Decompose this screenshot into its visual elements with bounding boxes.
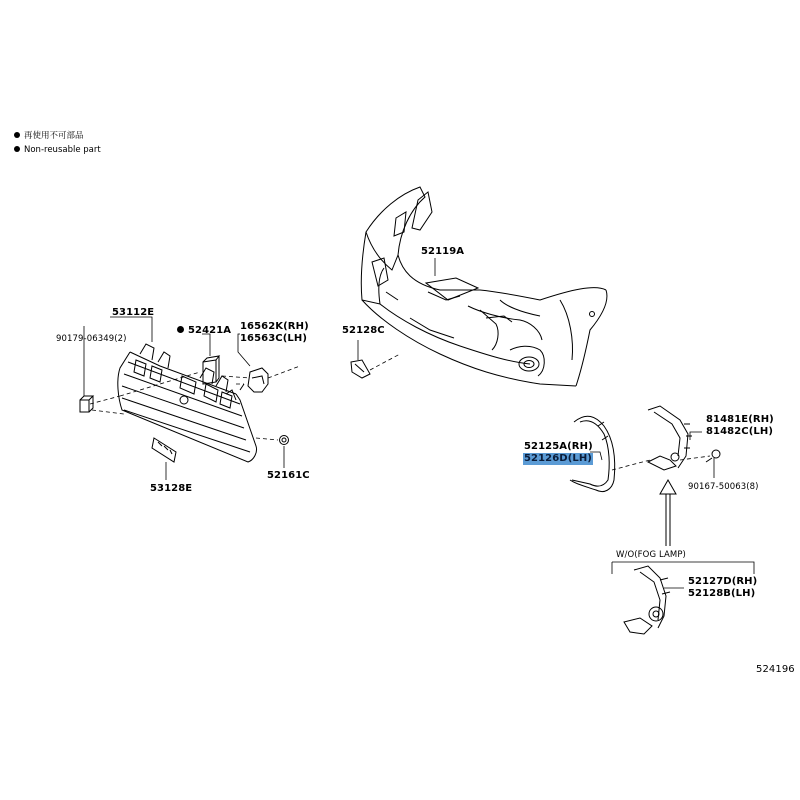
clip-52161C-drawing: [280, 436, 289, 445]
piece-52128C-drawing: [351, 360, 370, 378]
part-label-52128C[interactable]: 52128C: [342, 325, 385, 336]
part-label-52119A[interactable]: 52119A: [421, 246, 465, 257]
part-label-52127D[interactable]: 52127D(RH): [688, 576, 758, 587]
part-label-52128B[interactable]: 52128B(LH): [688, 588, 756, 599]
grille-drawing: [118, 344, 257, 462]
dot-icon: [177, 326, 184, 333]
part-label-90179[interactable]: 90179-06349(2): [56, 334, 127, 344]
part-label-52421A[interactable]: 52421A: [188, 325, 232, 336]
part-label-81481E[interactable]: 81481E(RH): [706, 414, 774, 425]
leader-lines: [84, 258, 754, 588]
part-label-52161C[interactable]: 52161C: [267, 470, 310, 481]
bracket-16562K-drawing: [240, 368, 268, 392]
bumper-cover-drawing: [361, 187, 607, 386]
assembly-arrow: [660, 480, 676, 546]
fog-bracket-81481E-drawing: [648, 406, 692, 470]
part-label-52125A[interactable]: 52125A(RH): [524, 441, 593, 452]
inset-title-wo-fog-lamp: W/O(FOG LAMP): [616, 550, 686, 560]
part-label-81482C[interactable]: 81482C(LH): [706, 426, 774, 437]
part-label-90167[interactable]: 90167-50063(8): [688, 482, 759, 492]
dot-icon: [14, 146, 20, 152]
legend-jp-row: [14, 131, 84, 141]
assembly-dashes: [90, 354, 710, 470]
dot-icon: [14, 132, 20, 138]
part-label-53112E[interactable]: 53112E: [112, 307, 155, 318]
legend-jp-text: 再使用不可部品: [24, 131, 84, 141]
part-label-52126D-highlighted[interactable]: 52126D(LH): [524, 453, 592, 464]
part-label-52421A-row[interactable]: [177, 325, 231, 337]
part-label-16563C[interactable]: 16563C(LH): [240, 333, 308, 344]
part-label-16562K[interactable]: 16562K(RH): [240, 321, 309, 332]
clip-53128E-drawing: [152, 438, 176, 462]
bracket-52127D-drawing: [624, 566, 670, 634]
legend-en-text: Non-reusable part: [24, 145, 101, 155]
diagram-reference-number: 524196: [756, 664, 795, 675]
part-label-53128E[interactable]: 53128E: [150, 483, 193, 494]
legend-en-row: [14, 145, 101, 155]
